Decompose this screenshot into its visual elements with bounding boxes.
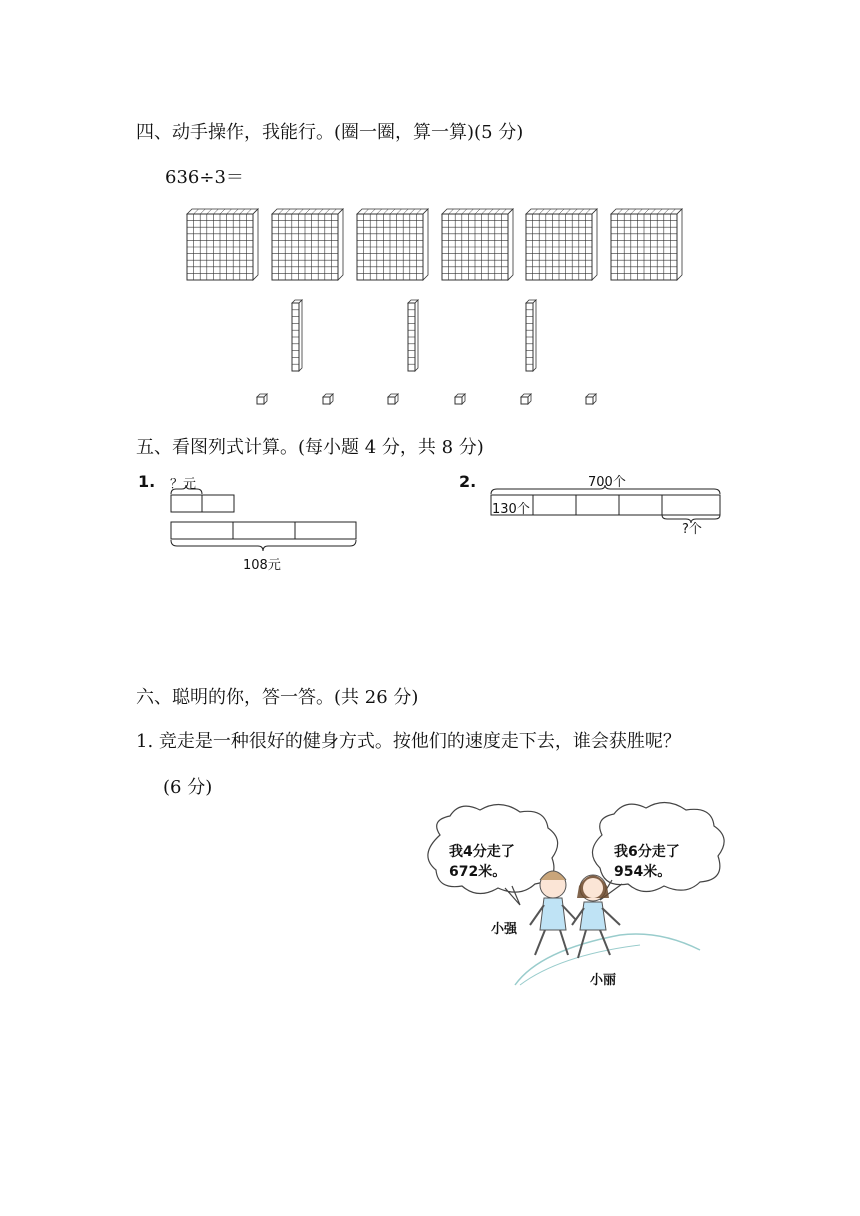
problem1-unknown-label: ？元 xyxy=(170,477,197,492)
problem2-part-label: 130个 xyxy=(492,502,530,517)
section6-title: 六、聪明的你，答一答。(共 26 分) xyxy=(136,687,419,708)
question1-points: (6 分) xyxy=(163,777,213,798)
division-equation: 636÷3＝ xyxy=(165,167,244,188)
section4-title: 四、动手操作，我能行。(圈一圈，算一算)(5 分) xyxy=(136,122,524,143)
problem2-unknown-label: ?个 xyxy=(682,522,702,537)
bubble-left-line2: 672米。 xyxy=(449,864,507,880)
section5-title: 五、看图列式计算。(每小题 4 分，共 8 分) xyxy=(136,437,484,458)
name-label-right: 小丽 xyxy=(590,973,617,988)
problem2-total-label: 700个 xyxy=(588,475,626,490)
problem1-total-label: 108元 xyxy=(243,558,281,573)
bubble-right-line2: 954米。 xyxy=(614,864,672,880)
problem2-number: 2. xyxy=(459,472,477,491)
bubble-right-line1: 我6分走了 xyxy=(614,844,680,860)
bubble-left-line1: 我4分走了 xyxy=(449,844,515,860)
question1-text: 1. 竞走是一种很好的健身方式。按他们的速度走下去，谁会获胜呢？ xyxy=(136,731,681,752)
problem1-number: 1. xyxy=(138,472,156,491)
name-label-left: 小强 xyxy=(491,922,518,937)
